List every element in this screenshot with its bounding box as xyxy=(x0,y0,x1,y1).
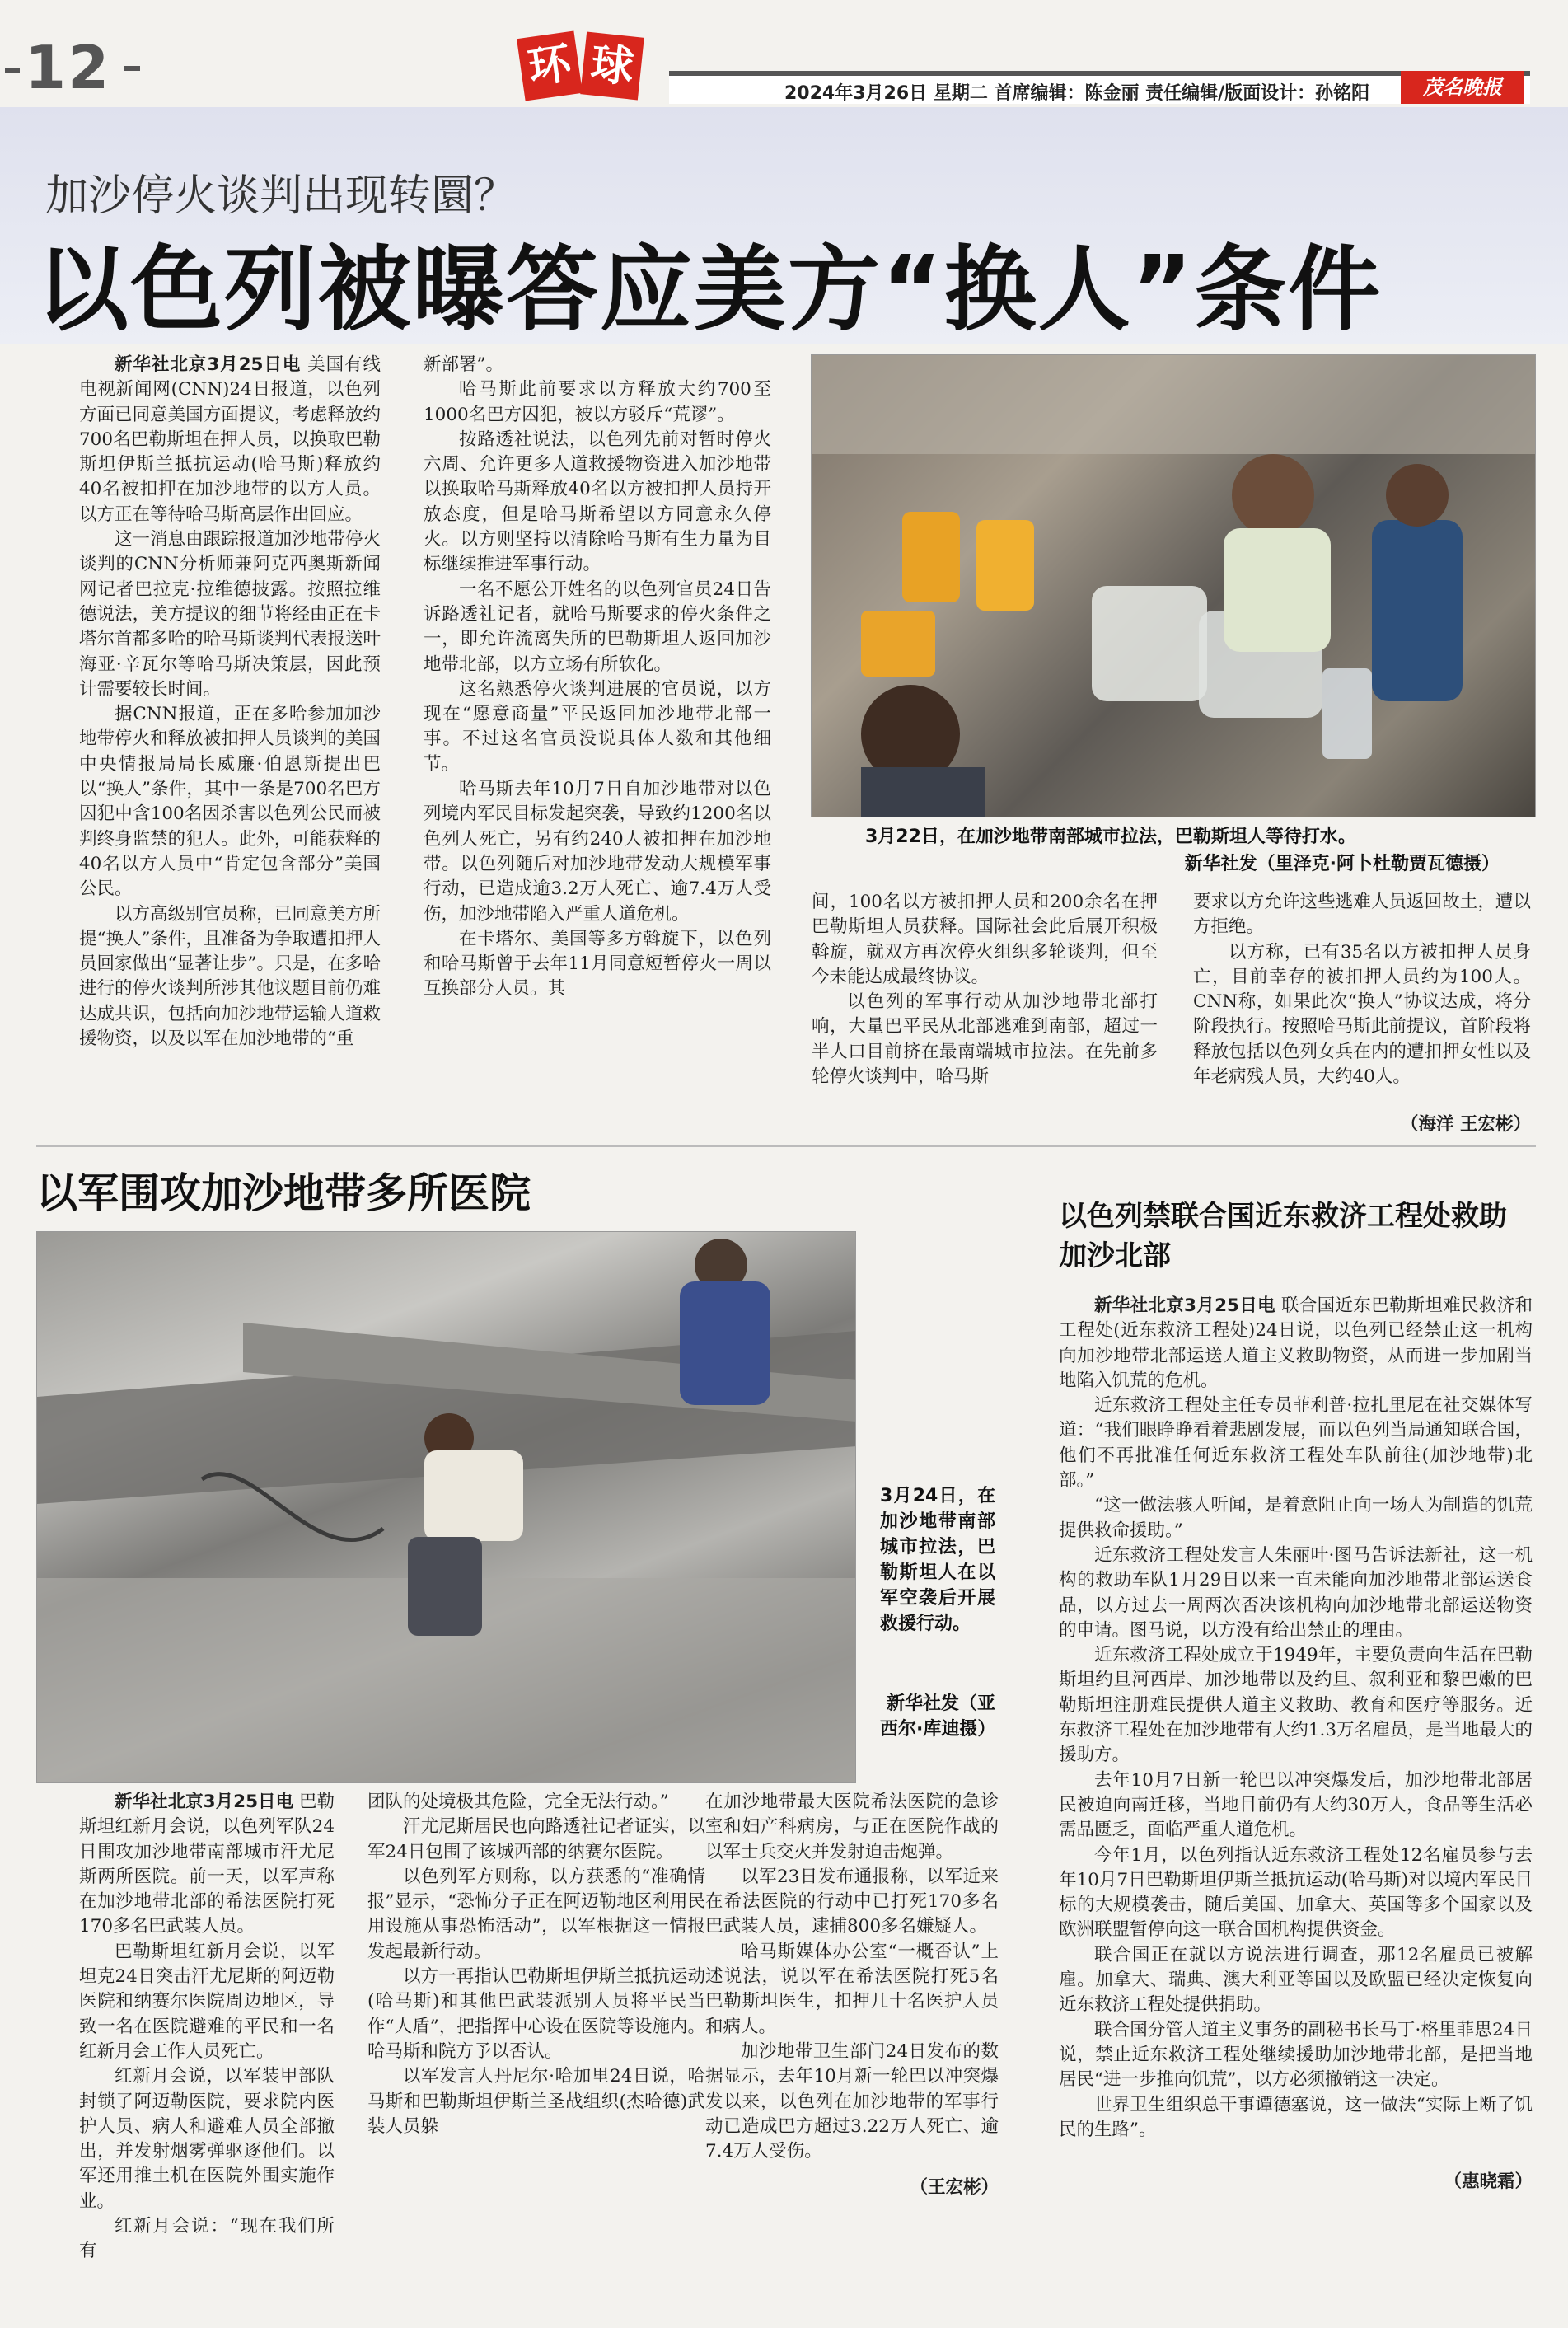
article-paragraph xyxy=(705,1940,999,2040)
page-number: 12 xyxy=(25,33,111,102)
dateline: 新华社北京3月25日电 xyxy=(115,354,302,375)
section-label-char-1: 环 xyxy=(517,30,583,101)
article-paragraph xyxy=(367,1815,705,1865)
lead-photo-illustration xyxy=(812,355,1536,817)
lead-kicker: 加沙停火谈判出现转圜？ xyxy=(45,171,517,221)
paragraph-text: 以军发言人丹尼尔·哈加里24日说，哈马斯和巴勒斯坦伊斯兰圣战组织(杰哈德)武装人员躲 xyxy=(367,2066,705,2137)
lead-byline: （海洋 王宏彬） xyxy=(1401,1114,1531,1135)
article-paragraph xyxy=(1059,1643,1533,1768)
article-paragraph xyxy=(79,353,381,527)
dateline: 新华社北京3月25日电 xyxy=(115,1792,294,1812)
paragraph-text: 世界卫生组织总干事谭德塞说，这一做法“实际上断了饥民的生路”。 xyxy=(1059,2094,1533,2140)
section-divider xyxy=(36,1145,1536,1147)
article-paragraph xyxy=(367,1965,705,2064)
paragraph-text: 今年1月，以色列指认近东救济工程处12名雇员参与去年10月7日巴勒斯坦伊斯兰抵抗运动(哈马斯)对以境内军民目标的大规模袭击，随后美国、加拿大、英国等多个国家以及欧洲联盟暂停向这一联合国机构提供资金。 xyxy=(1059,1844,1533,1941)
paragraph-text: 据CNN报道，正在多哈参加加沙地带停火和释放被扣押人员谈判的美国中央情报局局长威廉·伯恩斯提出巴以“换人”条件，其中一条是700名巴方囚犯中含100名因杀害以色列公民而被判终身监禁的犯人。此外，可能获释的40名以方人员中“肯定包含部分”美国公民。 xyxy=(79,704,381,900)
paragraph-text: 近东救济工程处发言人朱丽叶·图马告诉法新社，这一机构的救助车队1月29日以来一直未能向加沙地带北部运送食品，以方过去一周两次否决该机构向加沙地带北部运送物资的申请。图马说，以方没有给出禁止的理由。 xyxy=(1059,1544,1533,1641)
story2-photo-illustration xyxy=(37,1232,856,1783)
paragraph-text: 新部署”。 xyxy=(424,354,503,375)
paragraph-text: 以色列的军事行动从加沙地带北部打响，大量巴平民从北部逃难到南部，超过一半人口目前挤在最南端城市拉法。在先前多轮停火谈判中，哈马斯 xyxy=(812,991,1158,1088)
paragraph-text: 在加沙地带最大医院希法医院的急诊室和妇产科病房，与正在医院作战的以军士兵交火并发射迫击炮弹。 xyxy=(705,1792,999,1862)
story3-headline: 以色列禁联合国近东救济工程处救助加沙北部 xyxy=(1059,1200,1507,1272)
paragraph-text: 加沙地带卫生部门24日发布的数据显示，去年10月新一轮巴以冲突爆发以来，以色列在加沙地带的军事行动已造成巴方超过3.22万人死亡、逾7.4万人受伤。 xyxy=(705,2040,999,2162)
paragraph-text: 去年10月7日新一轮巴以冲突爆发后，加沙地带北部居民被迫向南迁移，当地目前仍有大约30万人，食品等生活必需品匮乏，面临严重人道危机。 xyxy=(1059,1769,1533,1841)
paragraph-text: 一名不愿公开姓名的以色列官员24日告诉路透社记者，就哈马斯要求的停火条件之一，即允许流离失所的巴勒斯坦人返回加沙地带北部，以方立场有所软化。 xyxy=(424,578,771,675)
paragraph-text: 汗尤尼斯居民也向路透社记者证实，以军24日包围了该城西部的纳赛尔医院。 xyxy=(367,1816,705,1862)
paragraph-text: 间，100名以方被扣押人员和200余名在押巴勒斯坦人员获释。国际社会此后展开积极斡旋，就双方再次停火组织多轮谈判，但至今未能达成最终协议。 xyxy=(812,892,1158,987)
article-paragraph xyxy=(1193,940,1531,1090)
paragraph-text: 巴勒斯坦红新月会说，以军坦克24日突击汗尤尼斯的阿迈勒医院和纳赛尔医院周边地区，导致一名在医院避难的平民和一名红新月会工作人员死亡。 xyxy=(79,1941,335,2062)
paragraph-text: 红新月会说：“现在我们所有 xyxy=(79,2216,335,2262)
article-paragraph xyxy=(1059,1493,1533,1543)
lead-photo xyxy=(811,354,1536,817)
paragraph-text: 哈马斯去年10月7日自加沙地带对以色列境内军民目标发起突袭，导致约1200名以色列人死亡，另有约240人被扣押在加沙地带。以色列随后对加沙地带发动大规模军事行动，已造成逾3.2万人死亡、逾7.4万人受伤，加沙地带陷入严重人道危机。 xyxy=(424,779,771,925)
article-paragraph xyxy=(79,902,381,1052)
paragraph-text: 巴勒斯坦红新月会说，以色列军队24日围攻加沙地带南部城市汗尤尼斯两所医院。前一天，以军声称在加沙地带北部的希法医院打死170多名巴武装人员。 xyxy=(79,1792,335,1937)
lead-column-1 xyxy=(79,353,381,1052)
article-paragraph xyxy=(812,890,1158,990)
article-paragraph xyxy=(424,578,771,677)
article-paragraph xyxy=(79,1790,335,1940)
story2-column-3 xyxy=(705,1790,999,2164)
article-paragraph xyxy=(1059,2093,1533,2143)
article-paragraph xyxy=(1059,1943,1533,2018)
article-paragraph xyxy=(812,990,1158,1089)
article-paragraph xyxy=(367,1865,705,1965)
paragraph-text: 美国有线电视新闻网(CNN)24日报道，以色列方面已同意美国方面提议，考虑释放约700名巴勒斯坦在押人员，以换取巴勒斯坦伊斯兰抵抗运动(哈马斯)释放约40名被扣押在加沙地带的以方人员。以方正在等待哈马斯高层作出回应。 xyxy=(79,354,381,525)
paragraph-text: 这名熟悉停火谈判进展的官员说，以方现在“愿意商量”平民返回加沙地带北部一事。不过这名官员没说具体人数和其他细节。 xyxy=(424,678,771,775)
paragraph-text: 按路透社说法，以色列先前对暂时停火六周、允许更多人道救援物资进入加沙地带以换取哈马斯释放40名以方被扣押人员持开放态度，但是哈马斯希望以方同意永久停火。以方则坚持以清除哈马斯有生力量为目标继续推进军事行动。 xyxy=(424,429,771,575)
story2-photo-credit: 新华社发（亚西尔·库迪摄） xyxy=(880,1693,996,1740)
article-paragraph xyxy=(367,2064,705,2139)
paragraph-text: 要求以方允许这些逃难人员返回故土，遭以方拒绝。 xyxy=(1193,892,1531,938)
article-paragraph xyxy=(1059,1768,1533,1843)
story2-headline: 以军围攻加沙地带多所医院 xyxy=(36,1169,531,1217)
article-paragraph xyxy=(79,527,381,702)
paragraph-text: 哈马斯媒体办公室“一概否认”上述说法，说以军在希法医院打死5名巴勒斯坦医生，扣押几十名医护人员和病人。 xyxy=(705,1941,999,2037)
dateline: 新华社北京3月25日电 xyxy=(1094,1295,1275,1316)
paragraph-text: 联合国正在就以方说法进行调查，那12名雇员已被解雇。加拿大、瑞典、澳大利亚等国以及欧盟已经决定恢复向近东救济工程处提供捐助。 xyxy=(1059,1944,1533,2016)
article-paragraph xyxy=(424,677,771,777)
paragraph-text: 近东救济工程处成立于1949年，主要负责向生活在巴勒斯坦约旦河西岸、加沙地带以及约旦、叙利亚和黎巴嫩的巴勒斯坦注册难民提供人道主义救助、教育和医疗等服务。近东救济工程处在加沙地带有大约1.3万名雇员，是当地最大的援助方。 xyxy=(1059,1645,1533,1766)
article-paragraph xyxy=(424,777,771,927)
paragraph-text: 团队的处境极其危险，完全无法行动。” xyxy=(367,1792,669,1812)
paragraph-text: 联合国分管人道主义事务的副秘书长马丁·格里菲思24日说，禁止近东救济工程处继续援助加沙地带北部，是把当地居民“进一步推向饥荒”，以方必须撤销这一决定。 xyxy=(1059,2019,1533,2091)
paragraph-text: 以方一再指认巴勒斯坦伊斯兰抵抗运动(哈马斯)和其他巴武装派别人员将平民当作“人盾”，把指挥中心设在医院等设施内。哈马斯和院方予以否认。 xyxy=(367,1966,705,2062)
story2-photo-caption: 3月24日，在加沙地带南部城市拉法，巴勒斯坦人在以军空袭后开展救援行动。 xyxy=(880,1486,995,1634)
paragraph-text: 近东救济工程处主任专员菲利普·拉扎里尼在社交媒体写道：“我们眼睁睁看着悲剧发展，而以色列当局通知联合国，他们不再批准任何近东救济工程处车队前往(加沙地带)北部。” xyxy=(1059,1395,1533,1492)
paragraph-text: “这一做法骇人听闻，是着意阻止向一场人为制造的饥荒提供救命援助。” xyxy=(1059,1495,1533,1541)
story2-column-2 xyxy=(367,1790,705,2139)
lead-column-3 xyxy=(812,890,1158,1089)
article-paragraph xyxy=(1059,1843,1533,1943)
article-paragraph xyxy=(705,2040,999,2164)
lead-headline: 以色列被曝答应美方“换人”条件 xyxy=(36,237,1383,344)
story3-byline: （惠晓霜） xyxy=(1444,2171,1533,2192)
article-paragraph xyxy=(79,2214,335,2265)
paragraph-text: 联合国近东巴勒斯坦难民救济和工程处(近东救济工程处)24日说，以色列已经禁止这一机构向加沙地带北部运送人道主义救助物资，从而进一步加剧当地陷入饥荒的危机。 xyxy=(1059,1295,1533,1391)
article-paragraph xyxy=(79,1940,335,2064)
article-paragraph xyxy=(424,377,771,428)
article-paragraph xyxy=(1193,890,1531,940)
paragraph-text: 在卡塔尔、美国等多方斡旋下，以色列和哈马斯曾于去年11月同意短暂停火一周以互换部分人员。其 xyxy=(424,928,771,1000)
lead-photo-credit: 新华社发（里泽克·阿卜杜勒贾瓦德摄） xyxy=(1184,854,1500,874)
paragraph-text: 红新月会说，以军装甲部队封锁了阿迈勒医院，要求院内医护人员、病人和避难人员全部撤出，并发射烟雾弹驱逐他们。以军还用推土机在医院外围实施作业。 xyxy=(79,2066,335,2212)
paragraph-text: 以色列军方则称，以方获悉的“准确情报”显示，“恐怖分子正在阿迈勒地区利用民用设施从事恐怖活动”，以军根据这一情报发起最新行动。 xyxy=(367,1866,705,1962)
paragraph-text: 以方高级别官员称，已同意美方所提“换人”条件，且准备为争取遭扣押人员回家做出“显著让步”。只是，在多哈进行的停火谈判所涉其他议题目前仍难达成共识，包括向加沙地带运输人道救援物资，以及以军在加沙地带的“重 xyxy=(79,903,381,1050)
paragraph-text: 以方称，已有35名以方被扣押人员身亡，目前幸存的被扣押人员约为100人。CNN称，如果此次“换人”协议达成，将分阶段执行。按照哈马斯此前提议，首阶段将释放包括以色列女兵在内的遭扣押女性以及年老病残人员，大约40人。 xyxy=(1193,941,1531,1088)
article-paragraph xyxy=(705,1865,999,1940)
article-paragraph xyxy=(1059,1294,1533,1394)
issue-meta: 2024年3月26日 星期二 首席编辑：陈金丽 责任编辑/版面设计：孙铭阳 xyxy=(669,71,1530,104)
paragraph-text: 以军23日发布通报称，以军近来在希法医院的行动中已打死170多名巴武装人员，逮捕800多名嫌疑人。 xyxy=(705,1866,999,1937)
story2-column-1 xyxy=(79,1790,335,2265)
section-label-char-2: 球 xyxy=(580,32,644,101)
article-paragraph xyxy=(424,353,771,377)
article-paragraph xyxy=(1059,2018,1533,2093)
story2-byline: （王宏彬） xyxy=(910,2177,999,2198)
article-paragraph xyxy=(424,428,771,578)
article-paragraph xyxy=(424,927,771,1002)
article-paragraph xyxy=(79,702,381,902)
lead-column-2 xyxy=(424,353,771,1002)
article-paragraph xyxy=(367,1790,705,1815)
lead-photo-caption: 3月22日，在加沙地带南部城市拉法，巴勒斯坦人等待打水。 xyxy=(865,827,1356,847)
article-paragraph xyxy=(1059,1394,1533,1493)
article-paragraph xyxy=(1059,1543,1533,1643)
lead-column-4 xyxy=(1193,890,1531,1089)
story3-body xyxy=(1059,1294,1533,2143)
story2-photo xyxy=(36,1231,856,1783)
page-number-dash xyxy=(124,66,140,71)
article-paragraph xyxy=(705,1790,999,1865)
article-paragraph xyxy=(79,2064,335,2214)
paragraph-text: 这一消息由跟踪报道加沙地带停火谈判的CNN分析师兼阿克西奥斯新闻网记者巴拉克·拉维德披露。按照拉维德说法，美方提议的细节将经由正在卡塔尔首都多哈的哈马斯谈判代表报送叶海亚·辛瓦尔等哈马斯决策层，因此预计需要较长时间。 xyxy=(79,529,381,700)
paragraph-text: 哈马斯此前要求以方释放大约700至1000名巴方囚犯，被以方驳斥“荒谬”。 xyxy=(424,379,771,425)
newspaper-logo: 茂名晚报 xyxy=(1401,71,1524,104)
